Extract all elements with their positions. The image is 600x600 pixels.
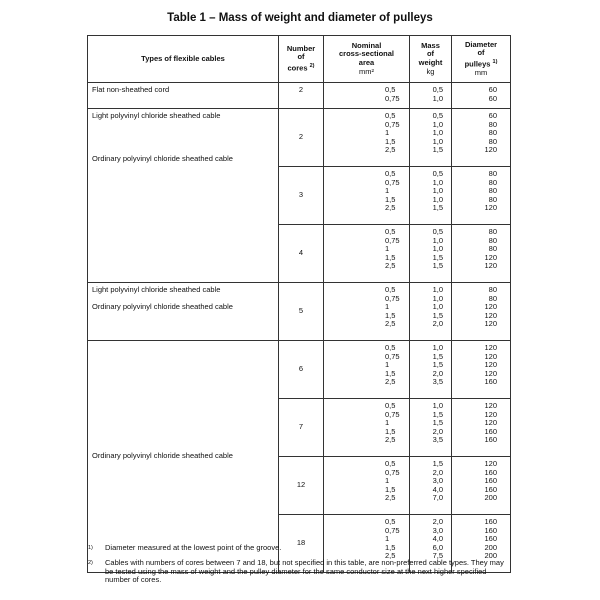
mass-value: 1,0 <box>432 401 443 410</box>
header-cores-line-2: of <box>297 52 305 62</box>
area-cell <box>324 283 410 341</box>
diameter-value: 80 <box>488 136 497 146</box>
header-diameter-unit: mm <box>474 67 488 77</box>
diameter-value: 120 <box>484 409 497 419</box>
area-value: 2,5 <box>385 493 396 503</box>
table-title: Table 1 – Mass of weight and diameter of pulleys <box>167 12 433 24</box>
diameter-cell <box>452 83 511 109</box>
header-area-line-1: Nominal <box>351 40 382 50</box>
cores-cell: 18 <box>279 515 324 573</box>
mass-value: 4,0 <box>432 484 443 494</box>
mass-value: 0,5 <box>432 85 443 94</box>
diameter-value: 120 <box>484 302 497 312</box>
mass-value: 1,0 <box>432 235 443 245</box>
area-value: 0,5 <box>385 517 396 526</box>
mass-value: 1,0 <box>432 119 443 129</box>
diameter-value: 80 <box>488 177 497 187</box>
area-cell <box>324 225 410 283</box>
area-value: 1 <box>385 418 390 428</box>
diameter-value: 160 <box>484 517 497 526</box>
diameter-value: 160 <box>484 435 497 445</box>
area-value: 0,5 <box>385 343 396 352</box>
mass-value: 1,0 <box>432 302 443 312</box>
mass-value: 1,5 <box>432 459 443 468</box>
diameter-value: 120 <box>484 459 497 468</box>
header-diameter-line-3: pulleys <box>464 59 491 69</box>
area-cell <box>324 457 410 515</box>
diameter-value: 200 <box>484 551 497 561</box>
table-row <box>88 109 511 167</box>
mass-value: 1,0 <box>432 93 443 103</box>
mass-value: 1,5 <box>432 310 443 320</box>
header-mass-unit: kg <box>426 66 435 76</box>
header-area-line-3: area <box>358 58 375 67</box>
header-cores-footnote-mark: 2) <box>309 63 315 70</box>
cores-cell: 5 <box>279 283 324 341</box>
header-area-line-2: cross-sectional <box>338 49 395 59</box>
mass-value: 1,0 <box>432 244 443 254</box>
diameter-cell <box>452 283 511 341</box>
area-value: 1,5 <box>385 310 396 320</box>
area-value: 0,75 <box>385 351 400 361</box>
mass-value: 1,0 <box>432 128 443 138</box>
mass-cell <box>410 225 452 283</box>
header-area <box>324 36 410 83</box>
cable-type-label: Light polyvinyl chloride sheathed cable <box>92 285 221 294</box>
area-value: 0,75 <box>385 93 400 103</box>
mass-value: 6,0 <box>432 542 443 552</box>
diameter-value: 80 <box>488 227 497 236</box>
cable-type-label: Ordinary polyvinyl chloride sheathed cable <box>92 451 233 461</box>
diameter-value: 160 <box>484 426 497 436</box>
diameter-value: 200 <box>484 493 497 503</box>
type-cell <box>88 283 279 341</box>
area-value: 0,5 <box>385 285 396 294</box>
mass-value: 0,5 <box>432 169 443 178</box>
diameter-value: 120 <box>484 401 497 410</box>
mass-value: 1,0 <box>432 136 443 146</box>
area-value: 1 <box>385 128 390 138</box>
footnote-1 <box>87 544 510 553</box>
mass-value: 1,0 <box>432 177 443 187</box>
area-cell <box>324 341 410 399</box>
cores-cell: 2 <box>279 109 324 167</box>
area-value: 1,5 <box>385 542 396 552</box>
diameter-value: 160 <box>484 525 497 535</box>
footnote-text: Diameter measured at the lowest point of the groove. <box>105 543 282 552</box>
area-value: 0,5 <box>385 459 396 468</box>
mass-value: 4,0 <box>432 534 443 544</box>
area-value: 1,5 <box>385 426 396 436</box>
mass-value: 1,5 <box>432 360 443 370</box>
header-row <box>88 36 511 83</box>
header-diameter <box>452 36 511 83</box>
diameter-value: 120 <box>484 145 497 155</box>
type-cell <box>88 109 279 283</box>
area-value: 1,5 <box>385 484 396 494</box>
header-cores-line-3: cores <box>287 63 308 73</box>
area-value: 0,75 <box>385 467 400 477</box>
diameter-cell <box>452 341 511 399</box>
cores-cell: 12 <box>279 457 324 515</box>
cable-type-label: Ordinary polyvinyl chloride sheathed cable <box>92 302 233 312</box>
diameter-value: 120 <box>484 418 497 428</box>
area-value: 0,75 <box>385 293 400 303</box>
area-value: 1 <box>385 476 390 486</box>
area-value: 0,5 <box>385 111 396 120</box>
diameter-value: 120 <box>484 310 497 320</box>
area-cell <box>324 83 410 109</box>
mass-value: 1,5 <box>432 203 443 213</box>
diameter-value: 160 <box>484 476 497 486</box>
area-value: 0,75 <box>385 409 400 419</box>
mass-value: 3,0 <box>432 476 443 486</box>
mass-value: 7,0 <box>432 493 443 503</box>
header-cores-line-1: Number <box>286 43 316 53</box>
area-value: 0,5 <box>385 401 396 410</box>
table-row <box>88 83 511 109</box>
type-cell <box>88 83 279 109</box>
area-cell <box>324 399 410 457</box>
area-value: 2,5 <box>385 551 396 561</box>
diameter-value: 120 <box>484 368 497 378</box>
table-row <box>88 283 511 341</box>
area-value: 0,5 <box>385 85 396 94</box>
diameter-value: 120 <box>484 319 497 329</box>
diameter-value: 160 <box>484 534 497 544</box>
diameter-value: 120 <box>484 203 497 213</box>
diameter-cell <box>452 225 511 283</box>
mass-cell <box>410 457 452 515</box>
diameter-value: 120 <box>484 343 497 352</box>
cable-type-label: Ordinary polyvinyl chloride sheathed cable <box>92 153 233 163</box>
type-cell <box>88 341 279 573</box>
header-area-unit: mm² <box>359 66 374 76</box>
footnote-text: Cables with numbers of cores between 7 and 18, but not specified in this table, are non-preferred cable types. They may be tested using the mass of weight and the pulley diameter for the same conductor size at the next higher specified number of cores. <box>105 558 504 585</box>
footnote-mark: 2) <box>88 560 93 566</box>
diameter-value: 80 <box>488 186 497 196</box>
mass-value: 1,0 <box>432 194 443 204</box>
header-diameter-footnote-mark: 1) <box>492 58 498 65</box>
mass-value: 3,0 <box>432 525 443 535</box>
mass-value: 1,5 <box>432 409 443 419</box>
mass-value: 2,0 <box>432 467 443 477</box>
mass-value: 1,0 <box>432 285 443 294</box>
area-value: 1,5 <box>385 252 396 262</box>
area-value: 2,5 <box>385 203 396 213</box>
area-value: 1 <box>385 302 390 312</box>
area-value: 2,5 <box>385 319 396 329</box>
footnote-mark: 1) <box>88 545 93 551</box>
mass-value: 3,5 <box>432 377 443 387</box>
mass-cell <box>410 167 452 225</box>
area-value: 1,5 <box>385 136 396 146</box>
diameter-value: 60 <box>488 111 497 120</box>
mass-value: 0,5 <box>432 227 443 236</box>
cable-type-label: Flat non-sheathed cord <box>92 85 170 94</box>
header-cores <box>279 36 324 83</box>
area-value: 1 <box>385 244 390 254</box>
diameter-value: 160 <box>484 484 497 494</box>
area-value: 0,75 <box>385 177 400 187</box>
area-value: 2,5 <box>385 377 396 387</box>
mass-cell <box>410 283 452 341</box>
diameter-value: 120 <box>484 360 497 370</box>
mass-cell <box>410 341 452 399</box>
mass-value: 1,0 <box>432 343 443 352</box>
diameter-value: 160 <box>484 377 497 387</box>
area-value: 2,5 <box>385 145 396 155</box>
diameter-value: 80 <box>488 235 497 245</box>
area-value: 1 <box>385 534 390 544</box>
header-types: Types of flexible cables <box>88 36 279 83</box>
mass-value: 2,0 <box>432 517 443 526</box>
area-value: 0,5 <box>385 169 396 178</box>
diameter-value: 120 <box>484 252 497 262</box>
diameter-value: 60 <box>488 93 497 103</box>
cores-cell: 3 <box>279 167 324 225</box>
pulley-table <box>87 35 511 573</box>
area-cell <box>324 167 410 225</box>
diameter-cell <box>452 457 511 515</box>
diameter-value: 60 <box>488 85 497 94</box>
mass-value: 0,5 <box>432 111 443 120</box>
mass-value: 7,5 <box>432 551 443 561</box>
mass-value: 1,0 <box>432 293 443 303</box>
diameter-value: 120 <box>484 351 497 361</box>
diameter-cell <box>452 399 511 457</box>
mass-value: 2,0 <box>432 368 443 378</box>
footnote-2 <box>87 559 510 585</box>
diameter-value: 80 <box>488 285 497 294</box>
mass-value: 1,5 <box>432 252 443 262</box>
area-value: 0,5 <box>385 227 396 236</box>
cores-cell: 4 <box>279 225 324 283</box>
mass-cell <box>410 399 452 457</box>
header-diameter-line-2: of <box>477 48 485 58</box>
diameter-value: 80 <box>488 194 497 204</box>
mass-value: 2,0 <box>432 426 443 436</box>
mass-value: 1,5 <box>432 418 443 428</box>
area-value: 1 <box>385 360 390 370</box>
diameter-value: 160 <box>484 467 497 477</box>
diameter-value: 120 <box>484 261 497 271</box>
area-value: 0,75 <box>385 235 400 245</box>
diameter-value: 80 <box>488 169 497 178</box>
area-cell <box>324 109 410 167</box>
header-mass-line-1: Mass <box>421 40 440 50</box>
diameter-value: 80 <box>488 293 497 303</box>
cable-type-label: Light polyvinyl chloride sheathed cable <box>92 111 221 120</box>
mass-value: 1,5 <box>432 145 443 155</box>
diameter-value: 80 <box>488 128 497 138</box>
area-value: 1,5 <box>385 368 396 378</box>
area-value: 0,75 <box>385 525 400 535</box>
cores-cell: 2 <box>279 83 324 109</box>
mass-value: 3,5 <box>432 435 443 445</box>
diameter-value: 80 <box>488 244 497 254</box>
cores-cell: 6 <box>279 341 324 399</box>
mass-value: 1,5 <box>432 261 443 271</box>
cores-cell: 7 <box>279 399 324 457</box>
mass-value: 2,0 <box>432 319 443 329</box>
area-value: 2,5 <box>385 261 396 271</box>
mass-cell <box>410 83 452 109</box>
table-row <box>88 341 511 399</box>
diameter-value: 200 <box>484 542 497 552</box>
mass-value: 1,0 <box>432 186 443 196</box>
header-diameter-line-1: Diameter <box>464 39 498 49</box>
diameter-cell <box>452 109 511 167</box>
mass-value: 1,5 <box>432 351 443 361</box>
area-value: 0,75 <box>385 119 400 129</box>
mass-cell <box>410 109 452 167</box>
header-mass-line-2: of <box>426 49 435 59</box>
header-mass <box>410 36 452 83</box>
diameter-value: 80 <box>488 119 497 129</box>
area-value: 1 <box>385 186 390 196</box>
header-mass-line-3: weight <box>418 58 443 67</box>
area-value: 1,5 <box>385 194 396 204</box>
area-value: 2,5 <box>385 435 396 445</box>
diameter-cell <box>452 167 511 225</box>
